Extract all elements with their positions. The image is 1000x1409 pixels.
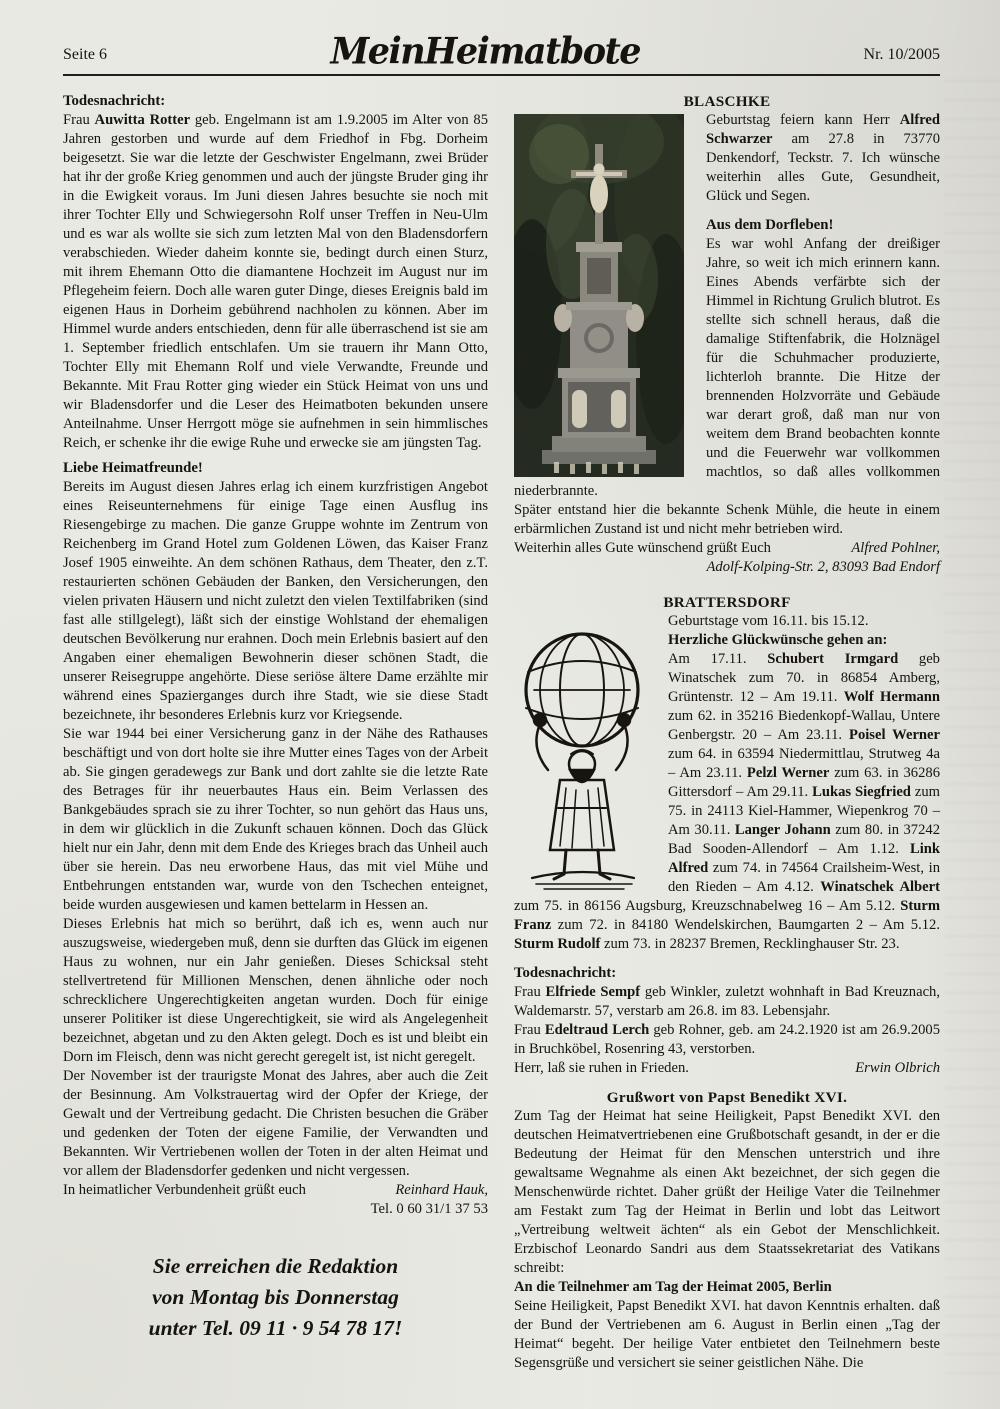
pope-paragraph-2: Seine Heiligkeit, Papst Benedikt XVI. hat davon Kenntnis erhalten. daß der Bund der Vertriebenen am 6. August in Berlin einen „Tag der Heimat“ begeht. Der heilige Vater entbietet den Teilnehmern beste Segensgrüße und versichert sie seiner geistlichen Nähe. Die xyxy=(514,1298,940,1371)
left-column xyxy=(63,92,488,1373)
brattersdorf-heading: BRATTERSDORF xyxy=(663,594,791,611)
blaschke-intro: Geburtstag feiern kann Herr Alfred Schwarzer am 27.8 in 73770 Denkendorf, Teckstr. 7. Ich wünsche weiterhin alles Gute, Gesundheit, Glück und Segen. xyxy=(706,112,940,204)
letter-signoff xyxy=(63,1181,488,1200)
issue-number: Nr. 10/2005 xyxy=(863,46,940,63)
redaktion-line-3: unter Tel. 09 11 · 9 54 78 17! xyxy=(148,1316,403,1340)
crucifix-monument-illustration xyxy=(514,114,684,477)
page-number: Seite 6 xyxy=(63,46,107,63)
page-header xyxy=(63,29,940,76)
blaschke-signoff-text: Weiterhin alles Gute wünschend grüßt Euch xyxy=(514,540,771,556)
pope-paragraph-1: Zum Tag der Heimat hat seine Heiligkeit, Papst Benedikt XVI. den deutschen Heimatvertriebenen eine Grußbotschaft gesandt, in der er die Bedeutung der Heimat für den Menschen unterstrich und ihre gewaltsame Wegnahme als einen Akt bezeichnet, der sich gegen die Menschenwürde richtet. Daher grüßt der Heilige Vater die Teilnehmer am Festakt zum Tag der Heimat in Berlin und lobt das Leitwort „Vertreibung weltweit ächten“ als ein Gebot der Menschlichkeit. Erzbischof Leonardo Sandri aus dem Staatssekretariat des Vatikans schreibt: xyxy=(514,1108,940,1276)
pope-heading: Grußwort von Papst Benedikt XVI. xyxy=(606,1089,848,1106)
schenk-muehle-paragraph: Später entstand hier die bekannte Schenk Mühle, die heute in einem erbärmlichen Zustand ist und nicht mehr betrieben wird. xyxy=(514,502,940,537)
redaktion-notice xyxy=(63,1251,488,1344)
redaktion-line-2: von Montag bis Donnerstag xyxy=(152,1285,399,1309)
atlas-globe-illustration xyxy=(514,616,654,894)
obituary2-p2: Frau Edeltraud Lerch geb Rohner, geb. am 24.2.1920 ist am 26.9.2005 in Bruchköbel, Rosenring 43, verstorben. xyxy=(514,1022,941,1057)
blaschke-signoff xyxy=(514,539,940,558)
obituary-heading: Todesnachricht: xyxy=(63,93,166,109)
blaschke-signoff-address: Adolf-Kolping-Str. 2, 83093 Bad Endorf xyxy=(706,559,940,575)
letter-paragraph-4: Der November ist der traurigste Monat des Jahres, aber auch die Zeit der Besinnung. Am Volkstrauertag wird der Opfer der Kriege, der Gewalt und der Vertreibung gedacht. Die Christen besuchen die Gräber und gedenken der Toten der eigene Familie, der Verwandten und Bekannten. Wir Vertriebenen wollen der Toten in der alten Heimat und vor allem der Bladensdorfer gedenken und nicht vergessen. xyxy=(63,1068,488,1179)
obituary2-closing xyxy=(514,1059,940,1078)
page-content xyxy=(63,29,941,1373)
dorfleben-body: Es war wohl Anfang der dreißiger Jahre, so weit ich mich erinnern kann. Eines Abends verfärbte sich der Himmel in Richtung Grulich blutrot. Es stellte sich schnell heraus, daß die damalige Stiftenfabrik, die Holznägel für die Schuhmacher produzierte, lichterloh brannte. Die Hitze der brennenden Holzvorräte und Gebäude war derart groß, daß man nur von weitem dem Brand beobachten konnte und die Feuerwehr war vollkommen machtlos, so daß alles vollkommen niederbrannte. xyxy=(514,236,940,499)
brattersdorf-section xyxy=(514,612,940,954)
obituary2-closing-text: Herr, laß sie ruhen in Frieden. xyxy=(514,1060,689,1076)
pope-address-heading: An die Teilnehmer am Tag der Heimat 2005, Berlin xyxy=(514,1279,832,1295)
page-bleed-artifact xyxy=(944,80,1000,1380)
two-column-layout xyxy=(63,92,940,1373)
letter-paragraph-2: Sie war 1944 bei einer Versicherung ganz in der Nähe des Rathauses beschäftigt und von dort holte sie ihre Mutter eines Tages von der Arbeit ab. Sie gingen geradewegs zur Bank und dort zahlte sie die letzte Rate des Betrages für ihr neuerbautes Haus ein. Beim Verlassen des Bankgebäudes sprach sie zu ihrer Tochter, so nun gehört das Haus uns, in dem wir glücklich in die Zukunft schauen können. Doch das Glück hielt nur ein Jahr, denn mit dem Ende des Krieges brach das Unheil auch über sie herein. Das neu erworbene Haus, das mit viel Mühe und Entbehrungen entstanden war, wurde von den Tschechen enteignet, beide wurden ausgewiesen und kamen bettelarm in Hessen an. xyxy=(63,726,488,913)
atlas-globe-woodcut xyxy=(514,616,654,894)
masthead-title: MeinHeimatbote xyxy=(330,29,641,74)
crucifix-monument-photo xyxy=(514,114,684,477)
redaktion-line-1: Sie erreichen die Redaktion xyxy=(152,1254,399,1278)
letter-paragraph-3: Dieses Erlebnis hat mich so berührt, daß ich es, wenn auch nur auszugsweise, wiedergeben muß, denn sie durften das Glück im eigenen Haus zu wohnen, nur ein Jahr genießen. Dieses Schicksal steht stellvertretend für Millionen Menschen, denen ähnliche oder noch schrecklichere Ungerechtigkeiten angetan wurden. Doch für einige unserer Politiker ist diese Ungerechtigkeit, sie wird als Angelegenheit bezeichnet, abgetan und zu den Akten gelegt. Doch es ist und bleibt ein Dorn im Fleisch, denn was nicht gerecht geregelt ist, ist nicht geregelt. xyxy=(63,916,488,1065)
birthday-intro: Herzliche Glückwünsche gehen an: xyxy=(668,632,888,648)
letter-signoff-name: Reinhard Hauk, xyxy=(395,1182,488,1198)
letter-signoff-phone: Tel. 0 60 31/1 37 53 xyxy=(370,1201,488,1217)
letter-paragraph-1: Bereits im August diesen Jahres erlag ich einem kurzfristigen Angebot eines Reiseunternehmens für einige Tage einen Ausflug ins Riesengebirge zu machen. Die ganze Gruppe wohnte im Zentrum von Reichenberg im Grand Hotel zum Goldenen Löwen, das Kaiser Franz Josef 1905 einweihte. An dem schönen Rathaus, dem Theater, den z.T. restaurierten schönen Gebäuden der Banken, den Versicherungen, den vielen privaten Häusern und nicht zuletzt den vielen Textilfabriken (sind fast alle stillgelegt), läßt sich der einstige Wohlstand der ehemaligen deutschen Bevölkerung nur erahnen. Doch mein Erlebnis basiert auf den Angaben einer ehemaligen Bewohnerin dieser schönen Stadt, die unserer Reisegruppe angehörte. Diese seriöse ältere Dame erzählte mir während eines Spazierganges durch ihre Stadt, wie sie diese Stadt bezeichnete, ihr besonderes Erlebnis kurz vor Kriegsende. xyxy=(63,479,488,723)
blaschke-heading: BLASCHKE xyxy=(683,93,771,110)
obituary2-signoff-name: Erwin Olbrich xyxy=(855,1060,940,1076)
obituary2-heading: Todesnachricht: xyxy=(514,965,617,981)
obituary-body: Frau Auwitta Rotter geb. Engelmann ist am 1.9.2005 im Alter von 85 Jahren gestorben und wurde auf dem Friedhof in Fbg. Dorheim beigesetzt. Sie war die letzte der Geschwister Engelmann, zwei Brüder hat ihr der große Krieg genommen und auch der jüngste Bruder ging ihr in die Ewigkeit voraus. Im Juni diesen Jahres besuchte sie noch mit ihrer Tochter Elly und Schwiegersohn Rolf unser Treffen in Neu-Ulm und es war als wollte sie sich zum letzten Mal von den Bladensdorfern verabschieden. Wieder daheim konnte sie, bedingt durch einen Sturz, mit ihrem Ehemann Otto die diamantene Hochzeit im August nur im Pflegeheim feiern. Doch alle waren guter Dinge, dieses Ereignis bald im eigenen Haus in Dorheim gebührend nachholen zu können. Aber im Himmel wurde anders entschieden, denn für alle überraschend ist sie am 1. September friedlich entschlafen. Um sie trauern ihr Mann Otto, Tochter Elly mit Ehemann Rolf und viele Verwandte, Freunde und Bekannte. Mit Frau Rotter ging wieder ein Stück Heimat von uns und wir Bladensdorfer und die Leser des Heimatboten bekunden unsere Anteilnahme. Unser Herrgott möge sie aufnehmen in sein himmlisches Reich, er schenke ihr die ewige Ruhe und erwecke sie am jüngsten Tag. xyxy=(63,112,488,451)
letter-signoff-text: In heimatlicher Verbundenheit grüßt euch xyxy=(63,1182,306,1198)
blaschke-signoff-name: Alfred Pohlner, xyxy=(851,540,940,556)
birthday-range: Geburtstage vom 16.11. bis 15.12. xyxy=(668,613,869,629)
right-column xyxy=(514,92,940,1373)
blaschke-section xyxy=(514,111,940,577)
obituary2-p1: Frau Elfriede Sempf geb Winkler, zuletzt wohnhaft in Bad Kreuznach, Waldemarstr. 57, verstarb am 26.8. im 83. Lebensjahr. xyxy=(514,984,940,1019)
birthday-list: Am 17.11. Schubert Irmgard geb Winatschek zum 70. in 86854 Amberg, Grüntenstr. 12 – Am 19.11. Wolf Hermann zum 62. in 35216 Biedenkopf-Wallau, Untere Genbergstr. 20 – Am 23.11. Poisel Werner zum 64. in 63594 Niedermittlau, Strutweg 4a – Am 23.11. Pelzl Werner zum 63. in 36286 Gittersdorf – Am 29.11. Lukas Siegfried zum 75. in 24113 Kiel-Hammer, Wiepenkrog 70 – Am 30.11. Langer Johann zum 80. in 37242 Bad Sooden-Allendorf – Am 1.12. Link Alfred zum 74. in 74564 Crailsheim-West, in den Rieden – Am 4.12. Winatschek Albert zum 75. in 86156 Augsburg, Kreuzschnabelweg 16 – Am 5.12. Sturm Franz zum 72. in 84180 Wendelskirchen, Baumgarten 2 – Am 5.12. Sturm Rudolf zum 73. in 28237 Bremen, Recklinghauser Str. 23. xyxy=(514,651,940,952)
dorfleben-heading: Aus dem Dorfleben! xyxy=(706,217,834,233)
letter-heading: Liebe Heimatfreunde! xyxy=(63,460,203,476)
